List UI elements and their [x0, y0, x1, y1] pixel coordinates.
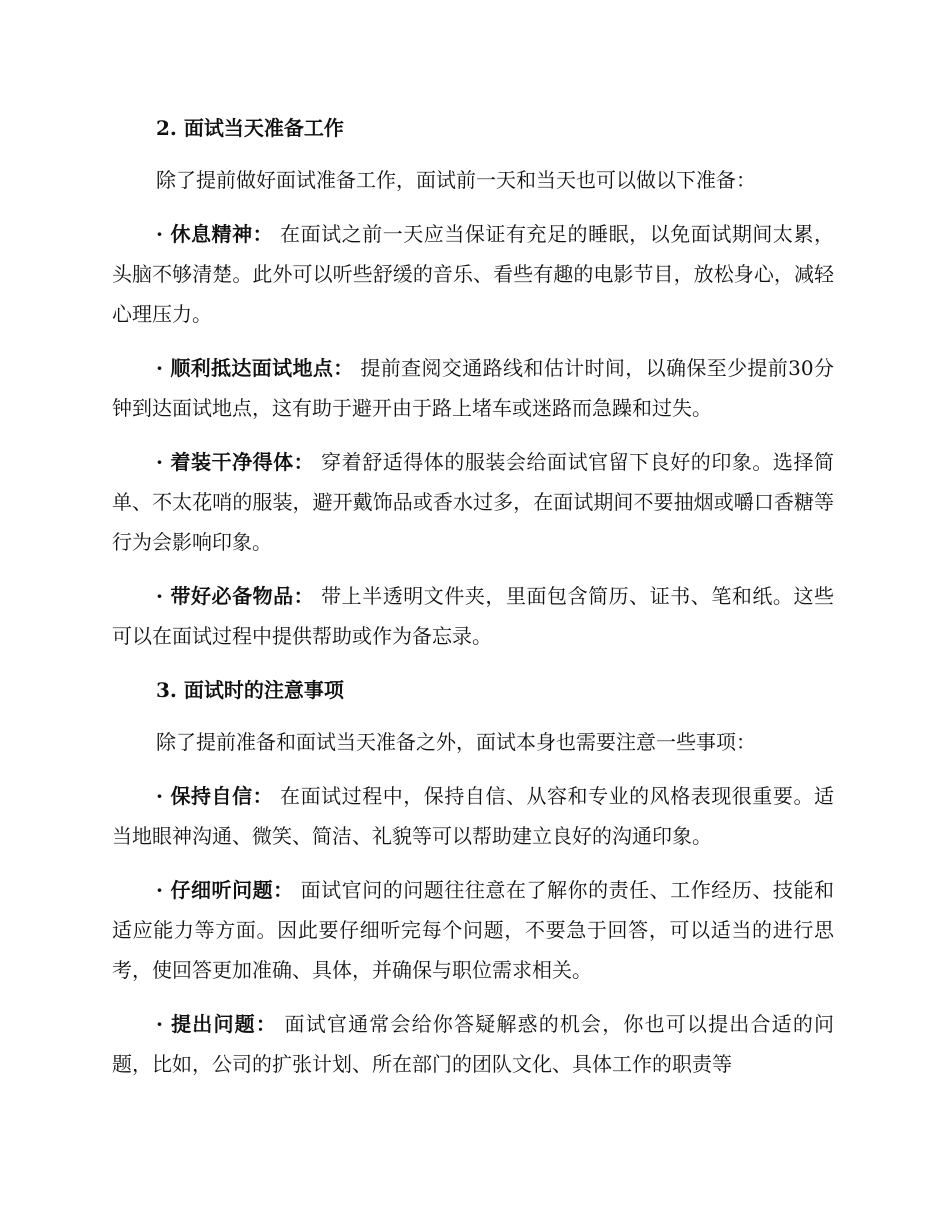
item-term: 带好必备物品： [170, 584, 315, 608]
item-text: 面试官问的问题往往意在了解你的责任、工作经历、技能和适应能力等方面。因此要仔细听完每个问题，不要急于回答，可以适当的进行思考，使回答更加准确、具体，并确保与职位需求相关。 [112, 878, 834, 982]
section-2-heading: 2. 面试当天准备工作 [156, 116, 344, 140]
section-3-item-confidence [112, 776, 834, 856]
bullet: · [156, 584, 171, 608]
item-text: 面试官通常会给你答疑解惑的机会，你也可以提出合适的问题，比如，公司的扩张计划、所在部门的团队文化、具体工作的职责等 [112, 1012, 835, 1076]
item-term: 着装干净得体： [170, 450, 315, 474]
bullet: · [156, 356, 171, 380]
section-2-item-essentials [112, 576, 834, 656]
section-3-item-listen [112, 870, 834, 990]
item-text: 提前查阅交通路线和估计时间，以确保至少提前30分钟到达面试地点，这有助于避开由于路上堵车或迷路而急躁和过失。 [112, 356, 835, 420]
section-3-item-ask [112, 1004, 834, 1084]
bullet: · [156, 878, 171, 902]
bullet: · [156, 1012, 172, 1036]
item-term: 保持自信： [170, 784, 274, 808]
item-text: 在面试之前一天应当保证有充足的睡眠，以免面试期间太累，头脑不够清楚。此外可以听些舒缓的音乐、看些有趣的电影节目，放松身心，减轻心理压力。 [112, 222, 834, 326]
section-3-heading: 3. 面试时的注意事项 [156, 678, 344, 702]
section-2-item-attire [112, 442, 834, 562]
item-text: 穿着舒适得体的服装会给面试官留下良好的印象。选择简单、不太花哨的服装，避开戴饰品或香水过多，在面试期间不要抽烟或嚼口香糖等行为会影响印象。 [112, 450, 835, 554]
section-2-item-rest [112, 214, 834, 334]
item-text: 在面试过程中，保持自信、从容和专业的风格表现很重要。适当地眼神沟通、微笑、简洁、礼貌等可以帮助建立良好的沟通印象。 [112, 784, 834, 848]
bullet: · [156, 222, 171, 246]
section-3-intro: 除了提前准备和面试当天准备之外，面试本身也需要注意一些事项： [156, 730, 756, 754]
section-2-item-arrive [112, 348, 834, 428]
bullet: · [156, 784, 171, 808]
bullet: · [156, 450, 171, 474]
item-term: 提出问题： [171, 1012, 278, 1036]
item-term: 仔细听问题： [170, 878, 294, 902]
item-term: 休息精神： [170, 222, 274, 246]
item-text: 带上半透明文件夹，里面包含简历、证书、笔和纸。这些可以在面试过程中提供帮助或作为备忘录。 [112, 584, 835, 648]
section-2-intro: 除了提前做好面试准备工作，面试前一天和当天也可以做以下准备： [156, 168, 756, 192]
document-body [112, 108, 834, 1098]
item-term: 顺利抵达面试地点： [170, 356, 354, 380]
